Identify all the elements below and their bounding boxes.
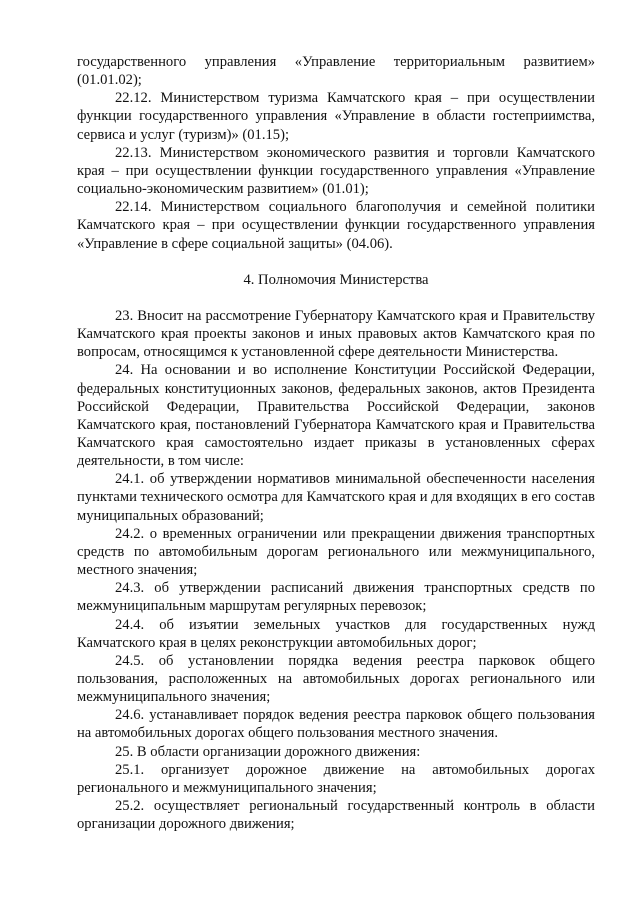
paragraph-24: 24. На основании и во исполнение Конституции Российской Федерации, федеральных конституционных законов, федеральных законов, актов Президента Российской Федерации, Правительства Российской Федерации, законов Камчатского края, постановлений Губернатора Камчатского края и Правительства Камчатского края самостоятельно издает приказы в установленных сферах деятельности, в том числе: (77, 362, 595, 470)
paragraph-25-1: 25.1. организует дорожное движение на автомобильных дорогах регионального и межмуниципального значения; (77, 761, 595, 796)
paragraph-24-5: 24.5. об установлении порядка ведения реестра парковок общего пользования, расположенных на автомобильных дорогах регионального или межмуниципального значения; (77, 652, 595, 706)
document-page (77, 53, 595, 833)
paragraph-25-2: 25.2. осуществляет региональный государственный контроль в области организации дорожного движения; (77, 798, 595, 833)
paragraph-24-6: 24.6. устанавливает порядок ведения реестра парковок общего пользования на автомобильных дорогах общего пользования местного значения. (77, 707, 595, 742)
paragraph-24-2: 24.2. о временных ограничении или прекращении движения транспортных средств по автомобильным дорогам регионального или межмуниципального, местного значения; (77, 525, 595, 579)
paragraph-25: 25. В области организации дорожного движения: (115, 743, 421, 760)
paragraph-continuation: государственного управления «Управление территориальным развитием» (01.01.02); (77, 54, 595, 89)
paragraph-24-1: 24.1. об утверждении нормативов минимальной обеспеченности населения пунктами технического осмотра для Камчатского края и для входящих в его состав муниципальных образований; (77, 471, 595, 524)
paragraph-24-4: 24.4. об изъятии земельных участков для государственных нужд Камчатского края в целях реконструкции автомобильных дорог; (77, 616, 595, 651)
paragraph-22-13: 22.13. Министерством экономического развития и торговли Камчатского края – при осуществлении функции государственного управления «Управление социально-экономическим развитием» (01.01); (77, 144, 595, 198)
paragraph-22-14: 22.14. Министерством социального благополучия и семейной политики Камчатского края – при осуществлении функции государственного управления «Управление в сфере социальной защиты» (04.06). (77, 199, 595, 252)
paragraph-23: 23. Вносит на рассмотрение Губернатору Камчатского края и Правительству Камчатского края проекты законов и иных правовых актов Камчатского края по вопросам, относящимся к установленной сфере деятельности Министерства. (77, 307, 595, 361)
section-heading: 4. Полномочия Министерства (243, 271, 429, 288)
paragraph-24-3: 24.3. об утверждении расписаний движения транспортных средств по межмуниципальным маршрутам регулярных перевозок; (77, 580, 595, 615)
paragraph-22-12: 22.12. Министерством туризма Камчатского края – при осуществлении функции государственного управления «Управление в области гостеприимства, сервиса и услуг (туризм)» (01.15); (77, 90, 595, 143)
